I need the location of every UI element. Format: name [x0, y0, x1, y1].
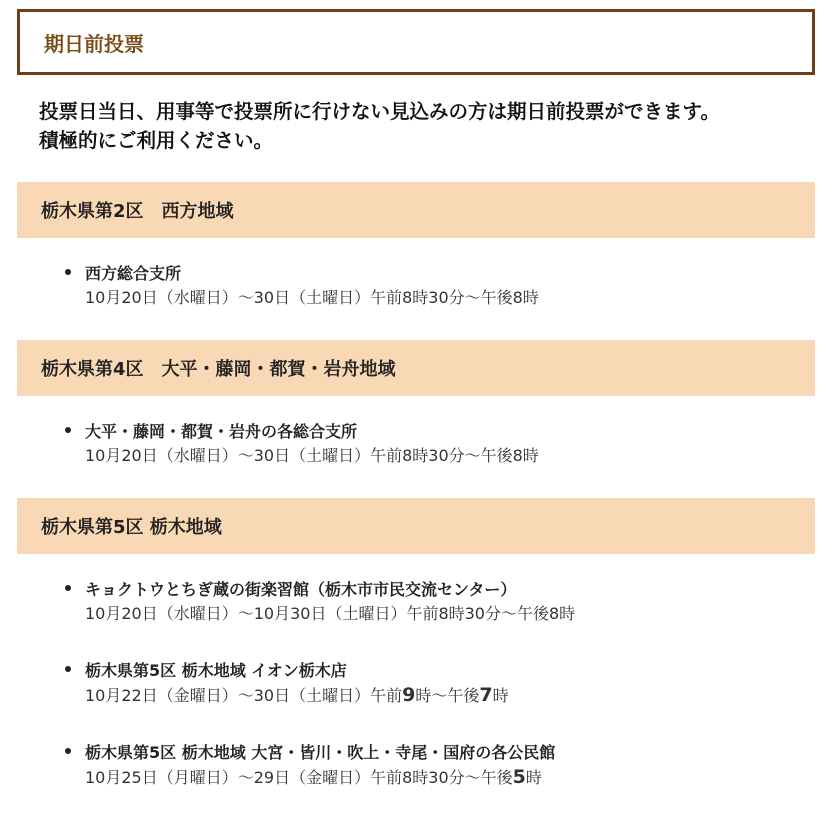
bullet-icon: [65, 748, 71, 754]
period-text: 10月25日（月曜日）～29日（金曜日）午前8時30分～午後: [85, 768, 513, 787]
intro-line-2: 積極的にご利用ください。: [39, 129, 274, 152]
period-text: 時: [492, 686, 509, 705]
list-item: [85, 263, 815, 311]
bullet-icon: [65, 666, 71, 672]
location-name: 栃木県第5区 栃木地域 イオン栃木店: [85, 661, 347, 680]
page: [17, 9, 815, 791]
location-name: 西方総合支所: [85, 264, 182, 283]
list-item: [85, 579, 815, 627]
period-text: 時: [525, 768, 542, 787]
period-text: 10月22日（金曜日）～30日（土曜日）午前: [85, 686, 403, 705]
period-hour-emphasis: 9: [402, 684, 416, 706]
page-title: 期日前投票: [44, 31, 144, 56]
list-item: [85, 421, 815, 469]
voting-period: 10月20日（水曜日）～30日（土曜日）午前8時30分～午後8時: [85, 446, 539, 465]
page-title-box: [17, 9, 815, 75]
list-item: [85, 742, 815, 791]
intro-line-1: 投票日当日、用事等で投票所に行けない見込みの方は期日前投票ができます。: [39, 100, 720, 123]
bullet-icon: [65, 269, 71, 275]
entry-list-district-4: [17, 421, 815, 469]
voting-period: [85, 682, 815, 709]
section-heading-district-5: 栃木県第5区 栃木地域: [17, 498, 815, 554]
period-hour-emphasis: 7: [479, 684, 493, 706]
period-hour-emphasis: 5: [512, 766, 526, 788]
voting-period: 10月20日（水曜日）～10月30日（土曜日）午前8時30分～午後8時: [85, 604, 576, 623]
intro-text: [39, 97, 815, 155]
bullet-icon: [65, 427, 71, 433]
entry-list-district-5: [17, 579, 815, 791]
location-name: 栃木県第5区 栃木地域 大宮・皆川・吹上・寺尾・国府の各公民館: [85, 743, 556, 762]
section-heading-district-2: 栃木県第2区 西方地域: [17, 182, 815, 238]
location-name: キョクトウとちぎ蔵の街楽習館（栃木市市民交流センター）: [85, 580, 517, 599]
section-heading-district-4: 栃木県第4区 大平・藤岡・都賀・岩舟地域: [17, 340, 815, 396]
voting-period: [85, 764, 815, 791]
voting-period: 10月20日（水曜日）～30日（土曜日）午前8時30分～午後8時: [85, 288, 539, 307]
bullet-icon: [65, 585, 71, 591]
entry-list-district-2: [17, 263, 815, 311]
list-item: [85, 660, 815, 709]
period-text: 時～午後: [415, 686, 480, 705]
location-name: 大平・藤岡・都賀・岩舟の各総合支所: [85, 422, 358, 441]
